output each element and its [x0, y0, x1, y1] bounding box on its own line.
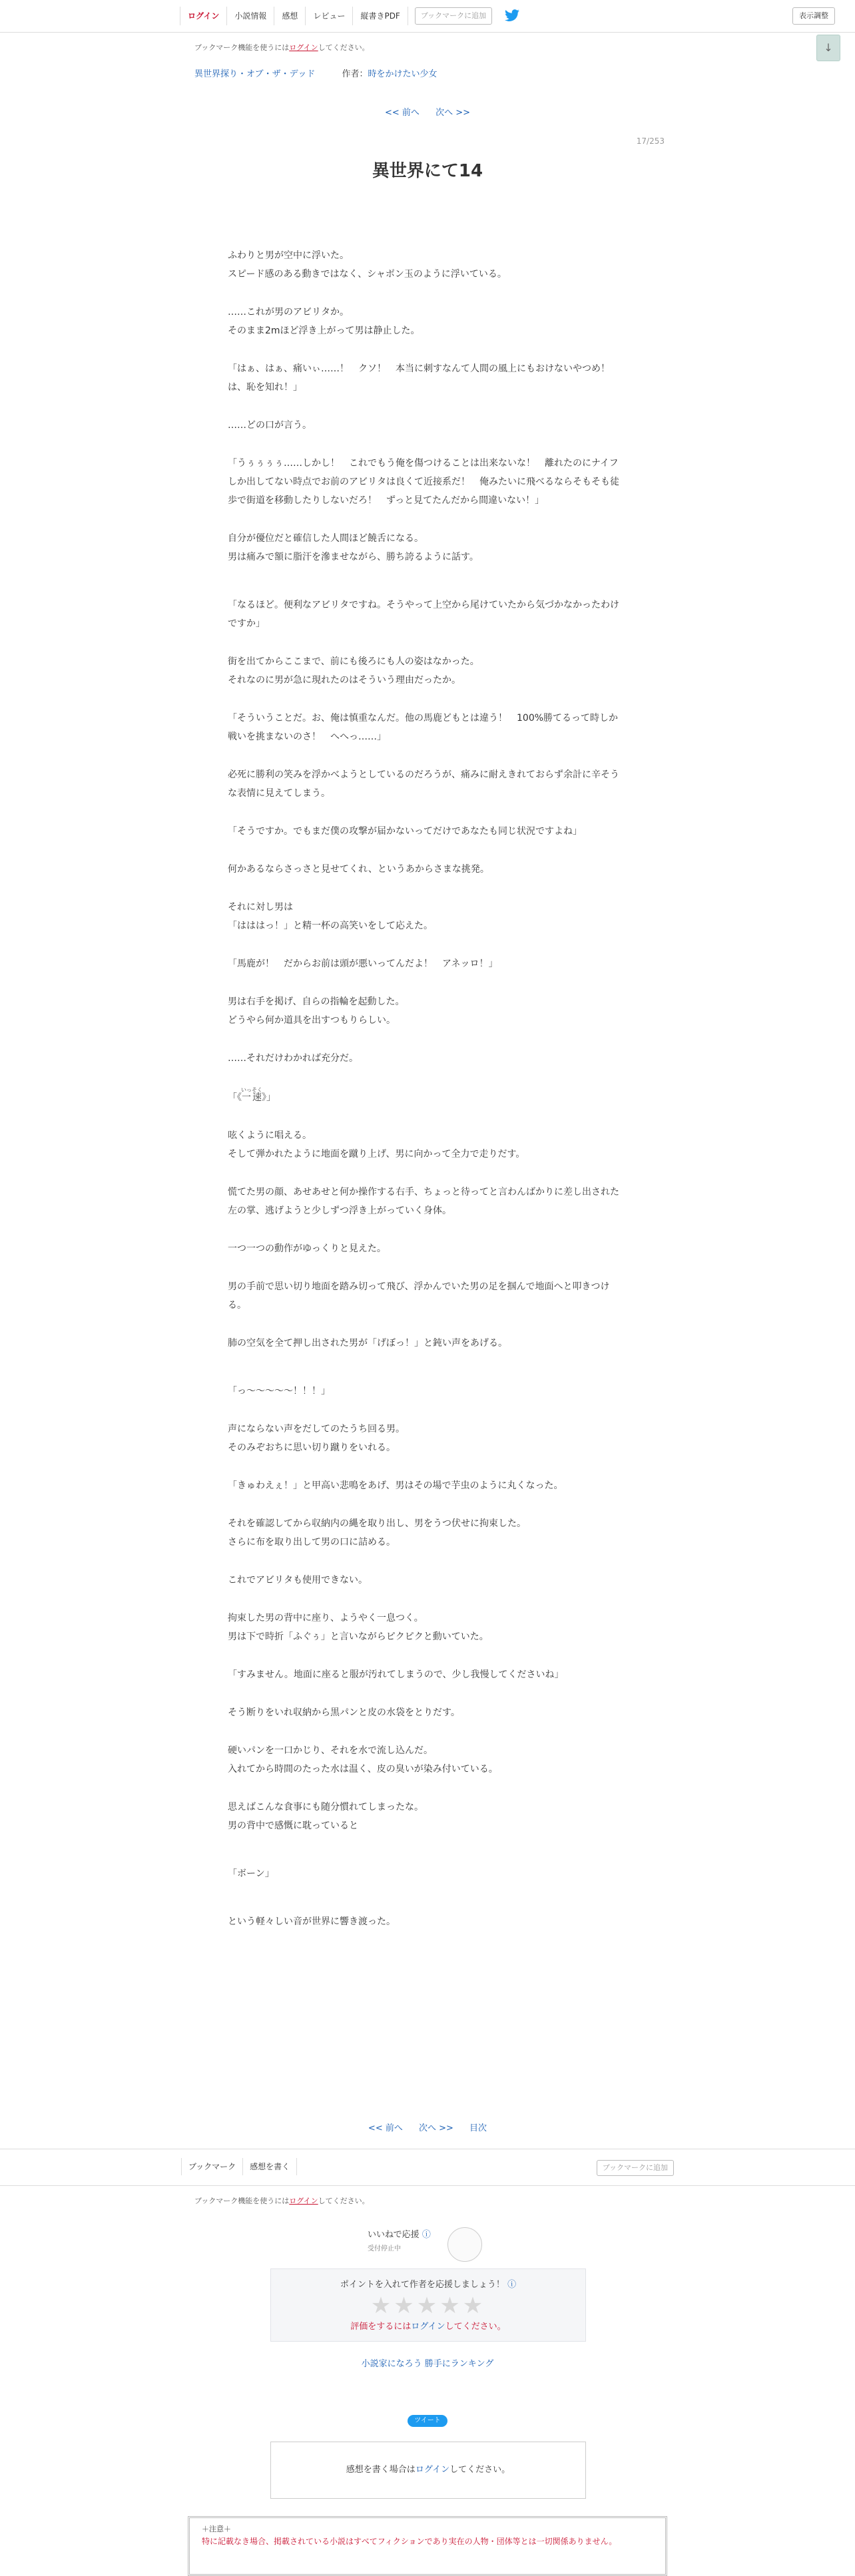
pager-top [0, 105, 855, 118]
body-paragraph: 肺の空気を全て押し出された男が「げぼっ！」と鈍い声をあげる。 [228, 1338, 507, 1349]
ruby-annotation: 一速いっそく [241, 1087, 262, 1103]
index-link[interactable]: 目次 [469, 2123, 487, 2133]
rating-title-text: ポイントを入れて作者を応援しましょう！ [340, 2280, 505, 2290]
nav-impressions[interactable]: 感想 [274, 7, 306, 25]
body-paragraph: これでアビリタも使用できない。 [228, 1575, 368, 1586]
body-paragraph: 「そういうことだ。お、俺は慎重なんだ。他の馬鹿どもとは違う！ 100%勝てるって時しか戦いを挑まないのさ！ へへっ……」 [228, 713, 619, 742]
body-paragraph: ……それだけわかれば充分だ。 [228, 1053, 358, 1064]
body-paragraph: 街を出てからここまで、前にも後ろにも人の姿はなかった。 それなのに男が急に現れたのはそういう理由だったか。 [228, 656, 479, 686]
body-paragraph: 「っ〜〜〜〜〜！！！」 [228, 1386, 330, 1396]
help-icon[interactable]: ⓘ [422, 2230, 431, 2240]
add-bookmark-button[interactable]: ブックマークに追加 [415, 7, 492, 25]
body-paragraph: 「馬鹿が！ だからお前は頭が悪いってんだよ！ アネッロ！」 [228, 959, 498, 969]
display-settings-button[interactable]: 表示調整 [792, 7, 835, 25]
body-paragraph: それを確認してから収納内の縄を取り出し、男をうつ伏せに拘束した。 さらに布を取り出して男の口に詰める。 [228, 1518, 526, 1548]
body-paragraph: ……どの口が言う。 [228, 420, 312, 431]
nav-list [180, 7, 520, 25]
body-paragraph: 「なるほど。便利なアビリタですね。そうやって上空から尾けていたから気づかなかったわけですか」 [228, 600, 619, 629]
nav-novel-info[interactable]: 小説情報 [227, 7, 274, 25]
comment-note-suffix: してください。 [449, 2465, 511, 2475]
body-paragraph: そう断りをいれ収納から黒パンと皮の水袋をとりだす。 [228, 1707, 460, 1718]
body-paragraph: 拘束した男の背中に座り、ようやく一息つく。 男は下で時折「ふぐぅ」と言いながらピクピクと動いていた。 [228, 1613, 489, 1642]
bookmark-link[interactable]: ブックマーク [181, 2158, 242, 2175]
body-paragraph: 自分が優位だと確信した人間ほど饒舌になる。 男は痛みで額に脂汗を滲ませながら、勝ち誇るように話す。 [228, 533, 479, 562]
body-paragraph: 呟くように唱える。 そして弾かれたように地面を蹴り上げ、男に向かって全力で走りだす。 [228, 1130, 525, 1160]
body-paragraph: 声にならない声をだしてのたうち回る男。 そのみぞおちに思い切り蹴りをいれる。 [228, 1424, 405, 1453]
chapter-body [228, 246, 627, 1950]
notice-heading: ＋注意＋ [202, 2525, 231, 2533]
like-button[interactable] [447, 2227, 482, 2262]
body-paragraph: 「はぁ、はぁ、痛いぃ……！ クソ！ 本当に刺すなんて人間の風上にもおけないやつめ！ は、恥を知れ！」 [228, 363, 619, 393]
author-link[interactable]: 時をかけたい少女 [368, 69, 437, 79]
ruby-reading: いっそく [241, 1087, 262, 1093]
rating-login-note [271, 2319, 585, 2332]
bookmark-note-suffix: してください。 [318, 43, 370, 52]
comment-note-text: 感想を書く場合は [346, 2465, 416, 2475]
bookmark-note-text-bottom: ブックマーク機能を使うには [194, 2197, 290, 2205]
body-paragraph: 「うぅぅぅぅ……しかし！ これでもう俺を傷つけることは出来ないな！ 離れたのにナイフしか出してない時点でお前のアビリタは良くて近接系だ！ 俺みたいに飛べるならそもそも徒歩で街道を移動したりしないだろ！ ずっと見てたんだから間違いない！」 [228, 458, 619, 506]
body-paragraph: ふわりと男が空中に浮いた。 スピード感のある動きではなく、シャボン玉のように浮いている。 [228, 250, 507, 280]
twitter-icon[interactable] [504, 9, 520, 23]
notice-body: 特に記載なき場合、掲載されている小説はすべてフィクションであり実在の人物・団体等とは一切関係ありません。 [202, 2537, 617, 2546]
bookmark-note-text: ブックマーク機能を使うには [194, 43, 290, 52]
novel-title-link[interactable]: 異世界探り・オブ・ザ・デッド [194, 69, 316, 79]
body-paragraph: 男の手前で思い切り地面を踏み切って飛び、浮かんでいた男の足を掴んで地面へと叩きつける。 [228, 1281, 610, 1311]
notice-box [188, 2516, 667, 2576]
like-section [368, 2227, 487, 2253]
like-label-text: いいねで応援 [368, 2230, 420, 2240]
bookmark-login-note [194, 42, 370, 53]
comment-box [270, 2442, 586, 2499]
bottom-bar [0, 2149, 855, 2186]
like-status: 受付停止中 [368, 2245, 401, 2253]
write-review-link[interactable]: 感想を書く [242, 2158, 297, 2175]
rating-title [271, 2277, 585, 2290]
next-link-bottom[interactable]: 次へ >> [418, 2123, 453, 2133]
next-link[interactable]: 次へ >> [435, 108, 470, 118]
body-paragraph: 「きゅわえぇ！」と甲高い悲鳴をあげ、男はその場で芋虫のように丸くなった。 [228, 1480, 563, 1491]
nav-review[interactable]: レビュー [306, 7, 353, 25]
body-paragraph: 「《一速いっそく》」 [228, 1087, 276, 1103]
top-nav [0, 0, 855, 33]
body-paragraph: ……これが男のアビリタか。 そのまま2mほど浮き上がって男は静止した。 [228, 307, 420, 336]
tweet-button[interactable]: ツイート [408, 2415, 447, 2427]
body-paragraph: 男は右手を掲げ、自らの指輪を起動した。 どうやら何か道具を出すつもりらしい。 [228, 996, 405, 1026]
rating-login-link[interactable]: ログイン [411, 2322, 445, 2332]
body-paragraph: 一つ一つの動作がゆっくりと見えた。 [228, 1243, 386, 1254]
rating-note-text: 評価をするには [350, 2322, 412, 2332]
author-label: 作者： [342, 69, 368, 79]
bookmark-note-login-link-bottom[interactable]: ログイン [289, 2197, 318, 2205]
body-paragraph: 慌てた男の顔、あせあせと何か操作する右手、ちょっと待ってと言わんばかりに差し出された左の掌、逃げようと少しずつ浮き上がっていく身体。 [228, 1187, 619, 1216]
body-paragraph: という軽々しい音が世界に響き渡った。 [228, 1916, 396, 1927]
rating-stars[interactable]: ★★★★★ [370, 2292, 486, 2319]
scroll-down-button[interactable]: ↓ [816, 35, 840, 61]
ranking-link[interactable]: 小説家になろう 勝手にランキング [361, 2359, 494, 2369]
rating-box [270, 2268, 586, 2342]
bookmark-note-login-link[interactable]: ログイン [289, 43, 318, 52]
body-paragraph: 「そうですか。でもまだ僕の攻撃が届かないってだけであなたも同じ状況ですよね」 [228, 826, 582, 837]
bottom-bar-list [181, 2158, 297, 2175]
body-paragraph: 「ボーン」 [228, 1868, 274, 1879]
chapter-title: 異世界にて14 [372, 161, 483, 181]
nav-login[interactable]: ログイン [180, 7, 227, 25]
body-paragraph: 「すみません。地面に座ると服が汚れてしまうので、少し我慢してくださいね」 [228, 1669, 564, 1680]
body-paragraph: 思えばこんな食事にも随分慣れてしまったな。 男の背中で感慨に耽っていると [228, 1802, 424, 1831]
prev-link-bottom[interactable]: << 前へ [368, 2123, 403, 2133]
pager-bottom [0, 2121, 855, 2133]
add-bookmark-button-bottom[interactable]: ブックマークに追加 [597, 2160, 674, 2176]
prev-link[interactable]: << 前へ [385, 108, 420, 118]
body-paragraph: 必死に勝利の笑みを浮かべようとしているのだろうが、痛みに耐えきれておらず余計に辛そうな表情に見えてしまう。 [228, 769, 619, 799]
nav-vertical-pdf[interactable]: 縦書きPDF [353, 7, 408, 25]
help-icon[interactable]: ⓘ [507, 2280, 517, 2290]
bookmark-login-note-bottom [194, 2195, 370, 2206]
novel-header [194, 67, 437, 79]
rating-note-suffix: してください。 [445, 2322, 506, 2332]
comment-login-link[interactable]: ログイン [415, 2465, 450, 2475]
page-number: 17/253 [636, 136, 665, 146]
body-paragraph: 硬いパンを一口かじり、それを水で流し込んだ。 入れてから時間のたった水は温く、皮の臭いが染み付いている。 [228, 1745, 498, 1775]
bookmark-note-suffix-bottom: してください。 [318, 2197, 370, 2205]
body-paragraph: 何かあるならさっさと見せてくれ、というあからさまな挑発。 [228, 864, 489, 875]
body-paragraph: それに対し男は 「はははっ！」と精一杯の高笑いをして応えた。 [228, 902, 433, 931]
